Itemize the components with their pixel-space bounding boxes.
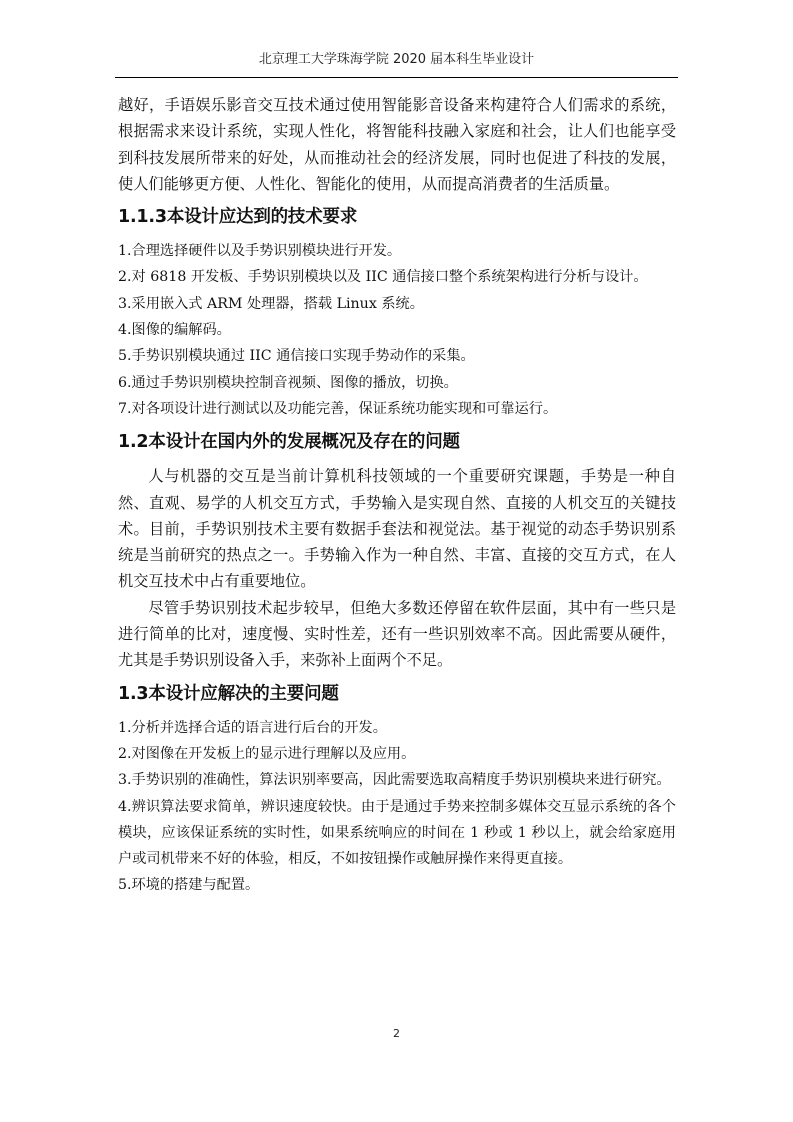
list-item: 4.图像的编解码。: [118, 322, 231, 339]
header-divider: [115, 77, 678, 78]
list-item: 1.合理选择硬件以及手势识别模块进行开发。: [118, 243, 402, 260]
list-item: 6.通过手势识别模块控制音视频、图像的播放，切换。: [118, 374, 458, 391]
body-paragraph: 人与机器的交互是当前计算机科技领域的一个重要研究课题，手势是一种自然、直观、易学的人机交互方式，手势输入是实现自然、直接的人机交互的关键技术。目前，手势识别技术主要有数据手套法和视觉法。基于视觉的动态手势识别系统是当前研究的热点之一。手势输入作为一种自然、丰富、直接的交互方式，在人机交互技术中占有重要地位。: [118, 467, 676, 591]
intro-paragraph: 越好，手语娱乐影音交互技术通过使用智能影音设备来构建符合人们需求的系统，根据需求来设计系统，实现人性化，将智能科技融入家庭和社会，让人们也能享受到科技发展所带来的好处，从而推动社会的经济发展，同时也促进了科技的发展，使人们能够更方便、人性化、智能化的使用，从而提高消费者的生活质量。: [118, 96, 676, 193]
body-paragraph: 尽管手势识别技术起步较早，但绝大多数还停留在软件层面，其中有一些只是进行简单的比对，速度慢、实时性差，还有一些识别效率不高。因此需要从硬件，尤其是手势识别设备入手，来弥补上面两个不足。: [118, 598, 676, 670]
page-number: 2: [393, 1027, 400, 1040]
list-item: 5.手势识别模块通过 IIC 通信接口实现手势动作的采集。: [118, 348, 475, 365]
section-heading-1-1-3: 1.1.3本设计应达到的技术要求: [118, 207, 358, 228]
page-body: [118, 92, 676, 899]
section-heading-1-3: 1.3本设计应解决的主要问题: [118, 683, 339, 704]
list-item: 5.环境的搭建与配置。: [118, 877, 260, 894]
list-item: 3.手势识别的准确性，算法识别率要高，因此需要选取高精度手势识别模块来进行研究。: [118, 772, 671, 789]
list-item: 1.分析并选择合适的语言进行后台的开发。: [118, 719, 387, 736]
section-heading-1-2: 1.2本设计在国内外的发展概况及存在的问题: [118, 432, 460, 453]
list-item: 4.辨识算法要求简单，辨识速度较快。由于是通过手势来控制多媒体交互显示系统的各个模块，应该保证系统的实时性，如果系统响应的时间在 1 秒或 1 秒以上，就会给家庭用户或司机带来不好的体验，相反，不如按钮操作或触屏操作来得更直接。: [118, 798, 676, 868]
list-item: 3.采用嵌入式 ARM 处理器，搭载 Linux 系统。: [118, 295, 424, 312]
list-item: 7.对各项设计进行测试以及功能完善，保证系统功能实现和可靠运行。: [118, 400, 558, 417]
list-item: 2.对图像在开发板上的显示进行理解以及应用。: [118, 745, 416, 762]
running-header: 北京理工大学珠海学院 2020 届本科生毕业设计: [258, 52, 535, 67]
list-item: 2.对 6818 开发板、手势识别模块以及 IIC 通信接口整个系统架构进行分析与设计。: [118, 269, 648, 286]
